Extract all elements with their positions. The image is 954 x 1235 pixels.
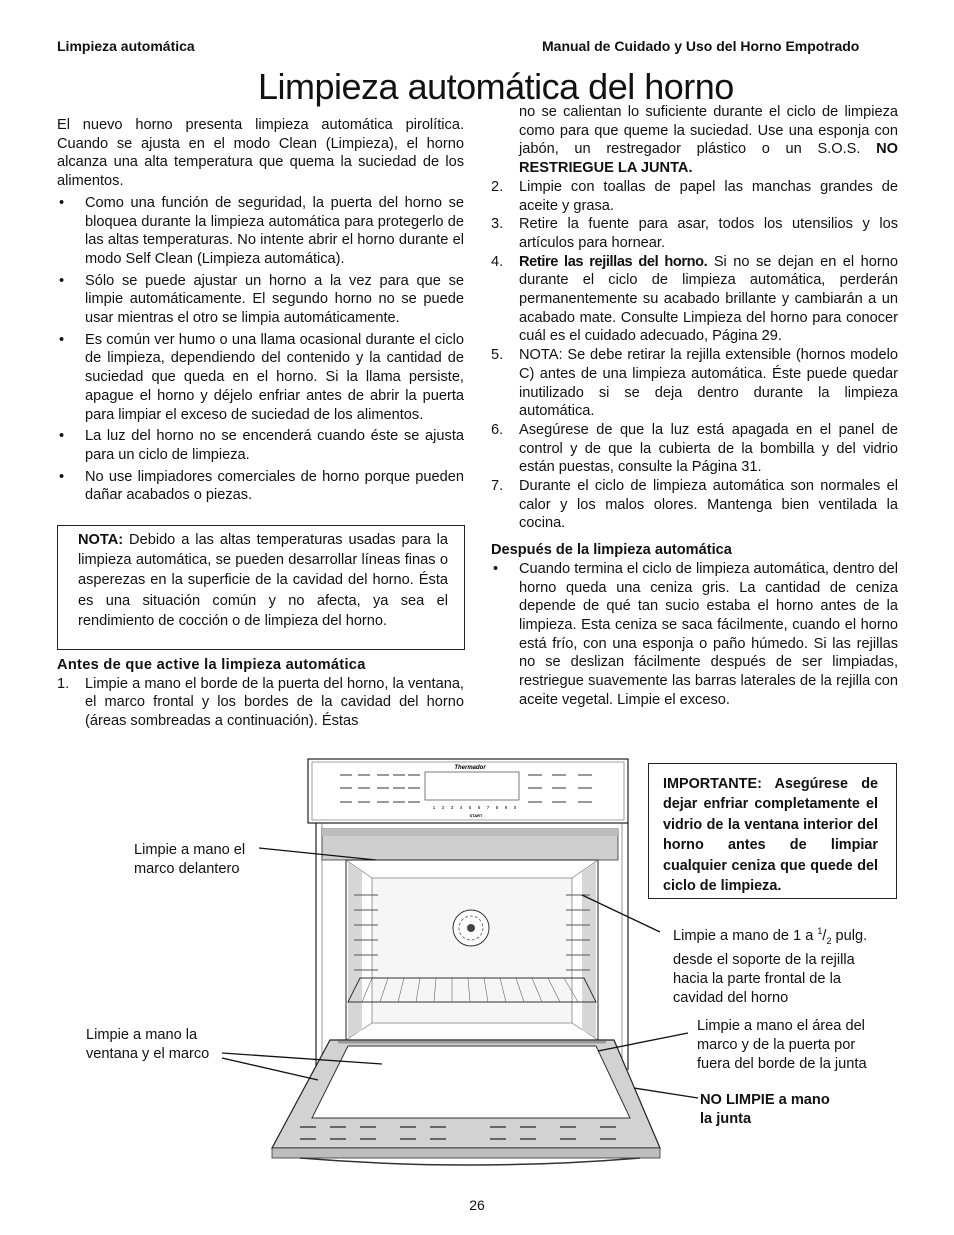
list-item [491, 346, 898, 421]
caption-line: Limpie a mano el área del [697, 1018, 865, 1034]
caption-line: fuera del borde de la junta [697, 1056, 867, 1072]
step-text: Retire la fuente para asar, todos los utensilios y los artículos para hornear. [519, 216, 898, 251]
list-item [491, 178, 898, 215]
step-number: 4. [491, 253, 504, 270]
list-item: • Como una función de seguridad, la puerta del horno se bloquea durante la limpieza automática para protegerlo de las altas temperaturas. No intente abrir el horno durante el modo Self Clean (Limpieza automática). [57, 194, 464, 269]
step-number: 7. [491, 478, 504, 495]
step-text: Limpie a mano el borde de la puerta del horno, la ventana, el marco frontal y los bordes de la cavidad del horno (áreas sombreadas a continuación). Éstas [85, 675, 464, 730]
caption-line: Limpie a mano de 1 a $^1/_2$ pulg. [673, 926, 868, 946]
caption-line: ventana y el marco [86, 1046, 210, 1062]
step-number: 5. [491, 347, 504, 364]
page-number: 26 [469, 1197, 485, 1213]
step-number: 1. [57, 675, 70, 692]
step-bold: Retire las rejillas del horno. [519, 253, 708, 270]
caption-line: cavidad del horno [673, 989, 789, 1006]
list-item [491, 215, 898, 252]
caption-line: Limpie a mano la [86, 1027, 198, 1043]
left-column [57, 116, 464, 508]
keypad-digit: 2 [441, 805, 445, 810]
step-text: no se calientan lo suficiente durante el ciclo de limpieza como para que queme la suciedad. Use una esponja con jabón, un restregador plástico o un S.O.S. [519, 104, 898, 158]
step-text: Durante el ciclo de limpieza automática son normales el calor y los malos olores. Mantenga bien ventilada la cocina. [519, 478, 898, 532]
before-section [57, 656, 464, 731]
list-item: • No use limpiadores comerciales de horno porque pueden dañar acabados o piezas. [57, 468, 464, 505]
caption-text: Limpie a mano de 1 a [673, 927, 818, 944]
keypad-digit: 1 [432, 805, 436, 810]
caption-text: pulg. [831, 927, 868, 944]
list-item: • Sólo se puede ajustar un horno a la vez para que se limpie automáticamente. El segundo horno no se puede usar mientras el otro se limpia automáticamente. [57, 272, 464, 328]
intro-paragraph: El nuevo horno presenta limpieza automática pirolítica. Cuando se ajusta en el modo Clean (Limpieza), el horno alcanza una alta temperatura que quema la suciedad de los alimentos. [57, 117, 464, 190]
oven-door [272, 1040, 660, 1165]
step-number: 2. [491, 178, 504, 195]
keypad-digit: 4 [459, 805, 463, 810]
caption-line: la junta [700, 1111, 752, 1127]
important-box: IMPORTANTE: Asegúrese de dejar enfriar completamente el vidrio de la ventana interior del horno antes de limpiar cualquier ceniza que quede del ciclo de limpieza. [648, 763, 897, 899]
before-heading: Antes de que active la limpieza automática [57, 657, 366, 673]
caption-line: desde el soporte de la rejilla [673, 951, 855, 968]
after-heading: Después de la limpieza automática [491, 542, 732, 559]
keypad-digit: 8 [495, 805, 499, 810]
step-text: Limpie con toallas de papel las manchas grandes de aceite y grasa. [519, 178, 898, 214]
fraction-denominator: 2 [826, 935, 832, 946]
keypad-digit: 5 [468, 805, 472, 810]
keypad-digit: 6 [477, 805, 481, 810]
caption-line: marco delantero [134, 861, 240, 877]
page-title: Limpieza automática del horno [258, 66, 734, 107]
caption-line: NO LIMPIE a mano [700, 1092, 830, 1108]
keypad-digit: 3 [450, 805, 454, 810]
step-number: 6. [491, 421, 504, 438]
before-steps-left [57, 675, 464, 731]
after-bullets [491, 560, 898, 710]
intro-bullets [57, 194, 464, 505]
note-box [57, 525, 465, 650]
caption-front-frame [134, 841, 245, 879]
caption-line: hacia la parte frontal de la [673, 970, 841, 987]
list-item: • La luz del horno no se encenderá cuando éste se ajusta para un ciclo de limpieza. [57, 427, 464, 464]
section-header: Limpieza automática [57, 38, 195, 54]
step-text: Asegúrese de que la luz está apagada en el panel de control y de que la cubierta de la bombilla y del vidrio están puestas, consulte la Página 31. [519, 421, 898, 476]
step-text: NOTA: Se debe retirar la rejilla extensible (hornos modelo C) antes de una limpieza automática. Éste puede quedar inutilizado si se deja dentro durante la limpieza automática. [519, 347, 898, 420]
control-panel [308, 759, 628, 823]
manual-header: Manual de Cuidado y Uso del Horno Empotrado [542, 38, 860, 54]
list-item [491, 253, 898, 347]
list-item [57, 675, 464, 731]
caption-rack-area [673, 922, 867, 1008]
list-item: • Es común ver humo o una llama ocasional durante el ciclo de limpieza, dependiendo del contenido y la cantidad de suciedad que queda en el horno. Si la llama persiste, apague el horno y déjelo enfriar antes de abrir la puerta para limpiar el exceso de suciedad de los alimentos. [57, 331, 464, 425]
note-label: NOTA: [78, 532, 124, 548]
caption-line: Limpie a mano el [134, 842, 246, 858]
caption-door-frame [697, 1017, 867, 1074]
brand-logo: Thermador [454, 765, 486, 771]
list-item [491, 421, 898, 477]
keypad-digit: 9 [504, 805, 508, 810]
note-text: Debido a las altas temperaturas usadas para la limpieza automática, se pueden desarrollar líneas finas o asperezas en la superficie de la cavidad del horno. Ésta es una situación común y no afecta, ya sea el rendimiento de cocción o de limpieza del horno. [78, 532, 448, 629]
step-warning: NO RESTRIEGUE LA JUNTA. [519, 141, 898, 177]
start-label: START [469, 813, 483, 818]
oven-frame [316, 823, 628, 1070]
caption-gasket [700, 1091, 830, 1129]
list-item [491, 477, 898, 533]
caption-line: marco y de la puerta por [697, 1037, 856, 1053]
fraction-numerator: 1 [817, 926, 823, 936]
caption-window [86, 1026, 209, 1064]
step-number: 3. [491, 216, 504, 233]
step1-continued [491, 103, 898, 178]
before-steps-right [491, 178, 898, 533]
step-text: Si no se dejan en el horno durante el ciclo de limpieza automática, perderán permanentemente su acabado brillante y cambiarán a un acabado mate. Consulte Limpieza del horno para conocer cuál es el cuidado adecuado, Página 29. [519, 253, 898, 345]
right-column [491, 103, 898, 713]
keypad-digit: 0 [513, 805, 517, 810]
list-item: • Cuando termina el ciclo de limpieza automática, dentro del horno queda una ceniza gris. La cantidad de ceniza depende de qué tan sucio estaba el horno antes de la limpieza. Esta ceniza se saca fácilmente, cuando el horno está frío, con una esponja o paño húmedo. Si las rejillas no se deslizan fácilmente después de ser limpiadas, restriegue suavemente las barras laterales de la rejilla con aceite vegetal. Limpie el exceso. [491, 560, 898, 710]
keypad-digit: 7 [486, 805, 490, 810]
